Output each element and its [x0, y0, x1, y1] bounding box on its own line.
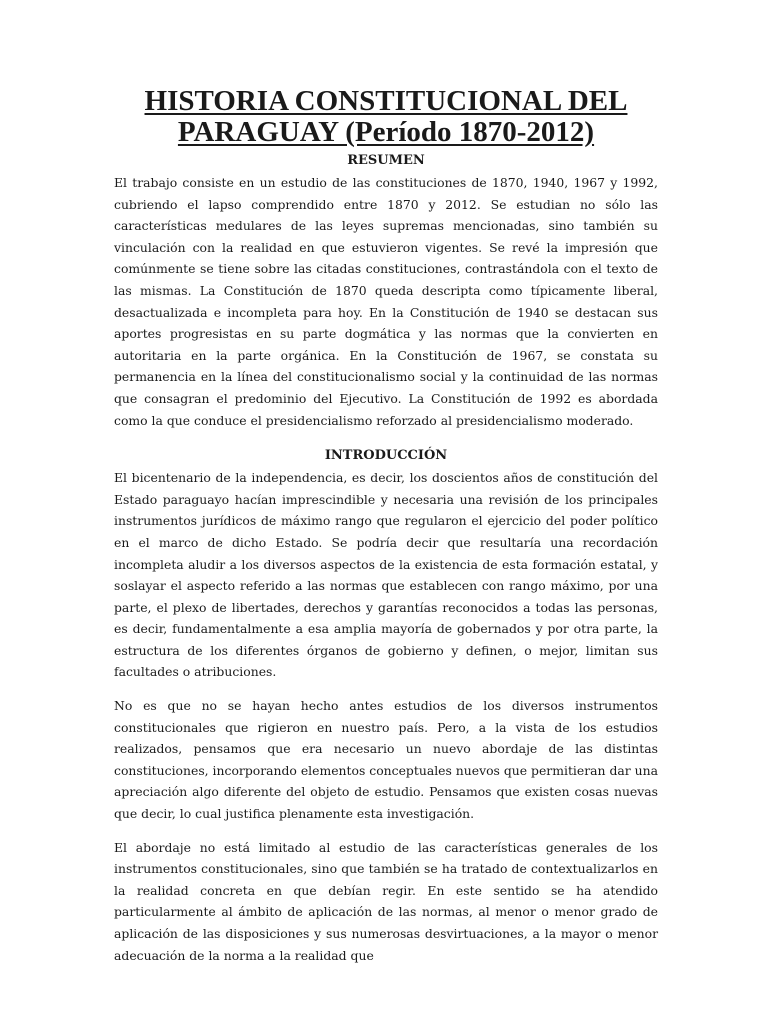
intro-paragraph-1: El bicentenario de la independencia, es decir, los doscientos años de constitución del Estado paraguayo hacían imprescindible y necesaria una revisión de los principales instrumentos jurídicos de máximo rango que regularon el ejercicio del poder político en el marco de dicho Estado. Se podría decir que resultaría una recordación incompleta aludir a los diversos aspectos de la existencia de esta formación estatal, y soslayar el aspecto referido a las normas que establecen con rango máximo, por una parte, el plexo de libertades, derechos y garantías reconocidos a todas las personas, es decir, fundamentalmente a esa amplia mayoría de gobernados y por otra parte, la estructura de los diferentes órganos de gobierno y definen, o mejor, limitan sus facultades o atribuciones. [114, 470, 658, 680]
title-line-1: HISTORIA CONSTITUCIONAL DEL [144, 85, 628, 117]
intro-paragraph-2: No es que no se hayan hecho antes estudios de los diversos instrumentos constitucionales que rigieron en nuestro país. Pero, a la vista de los estudios realizados, pensamos que era necesario un nuevo abordaje de las distintas constituciones, incorporando elementos conceptuales nuevos que permitieran dar una apreciación algo diferente del objeto de estudio. Pensamos que existen cosas nuevas que decir, lo cual justifica plenamente esta investigación. [114, 698, 658, 822]
document-title [114, 86, 658, 148]
intro-paragraph-3: El abordaje no está limitado al estudio de las características generales de los instrumentos constitucionales, sino que también se ha tratado de contextualizarlos en la realidad concreta en que debían regir. En este sentido se ha atendido particularmente al ámbito de aplicación de las normas, al menor o menor grado de aplicación de las disposiciones y sus numerosas desvirtuaciones, a la mayor o menor adecuación de la norma a la realidad que [114, 839, 658, 963]
document-page [114, 86, 658, 966]
title-line-2: PARAGUAY (Período 1870-2012) [177, 116, 595, 148]
resumen-heading: RESUMEN [347, 153, 425, 168]
resumen-paragraph: El trabajo consiste en un estudio de las constituciones de 1870, 1940, 1967 y 1992, cubriendo el lapso comprendido entre 1870 y 2012. Se estudian no sólo las características medulares de las leyes supremas mencionadas, sino también su vinculación con la realidad en que estuvieron vigentes. Se revé la impresión que comúnmente se tiene sobre las citadas constituciones, contrastándola con el texto de las mismas. La Constitución de 1870 queda descripta como típicamente liberal, desactualizada e incompleta para hoy. En la Constitución de 1940 se destacan sus aportes progresistas en su parte dogmática y las normas que la convierten en autoritaria en la parte orgánica. En la Constitución de 1967, se constata su permanencia en la línea del constitucionalismo social y la continuidad de las normas que consagran el predominio del Ejecutivo. La Constitución de 1992 es abordada como la que conduce el presidencialismo reforzado al presidencialismo moderado. [114, 175, 658, 428]
introduccion-heading: INTRODUCCIÓN [324, 448, 448, 464]
